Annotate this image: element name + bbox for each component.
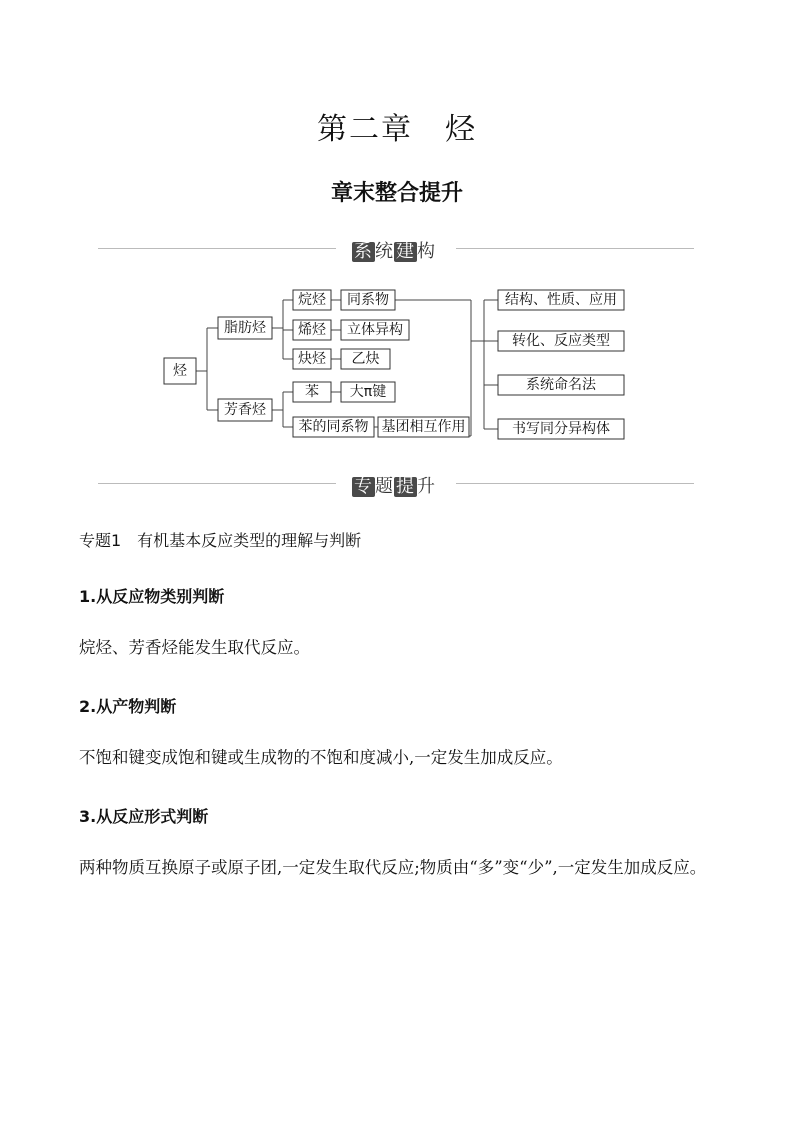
node-alkene bbox=[293, 320, 331, 340]
node-benzene-homolog bbox=[293, 417, 374, 437]
node-label: 苯 bbox=[305, 384, 319, 400]
node-label: 系统命名法 bbox=[526, 377, 596, 393]
node-label: 炔烃 bbox=[298, 351, 326, 367]
paragraph-reaction-form: 两种物质互换原子或原子团,一定发生取代反应;物质由“多”变“少”,一定发生加成反应。 bbox=[79, 858, 707, 877]
concept-map-svg bbox=[0, 0, 794, 460]
node-hydrocarbon bbox=[164, 358, 196, 384]
concept-map bbox=[0, 0, 794, 460]
node-label: 基团相互作用 bbox=[381, 419, 466, 435]
paragraph-reactant-category: 烷烃、芳香烃能发生取代反应。 bbox=[79, 638, 310, 657]
node-alkane bbox=[293, 290, 331, 310]
topic-improvement-banner bbox=[352, 472, 436, 498]
section-title: 章末整合提升 bbox=[330, 181, 463, 206]
node-label: 芳香烃 bbox=[224, 402, 266, 418]
node-homolog bbox=[341, 290, 395, 310]
banner-char: 升 bbox=[417, 476, 436, 497]
banner-char: 题 bbox=[375, 476, 394, 497]
node-aliphatic bbox=[218, 317, 272, 339]
subheading-reactant-category: 1.从反应物类别判断 bbox=[79, 587, 225, 606]
node-label: 同系物 bbox=[347, 292, 389, 308]
node-label: 结构、性质、应用 bbox=[505, 292, 617, 308]
banner-divider-right bbox=[456, 483, 694, 484]
node-label: 烯烃 bbox=[298, 322, 326, 338]
node-label: 烷烃 bbox=[298, 292, 326, 308]
banner-char: 专 bbox=[354, 476, 373, 497]
node-benzene bbox=[293, 382, 331, 402]
node-label: 立体异构 bbox=[347, 322, 403, 338]
node-alkyne bbox=[293, 349, 331, 369]
chapter-title: 第二章 烃 bbox=[317, 112, 477, 147]
banner-char: 建 bbox=[396, 241, 415, 262]
banner-char: 提 bbox=[396, 476, 415, 497]
node-acetylene bbox=[341, 349, 390, 369]
node-systematic-naming bbox=[498, 375, 624, 395]
banner-char: 构 bbox=[417, 241, 436, 262]
topic-heading: 专题1 有机基本反应类型的理解与判断 bbox=[79, 531, 362, 550]
node-big-pi-bond bbox=[341, 382, 395, 402]
node-label: 大π键 bbox=[349, 384, 387, 400]
node-label: 烃 bbox=[173, 363, 187, 379]
node-label: 转化、反应类型 bbox=[512, 333, 610, 349]
node-label: 苯的同系物 bbox=[298, 419, 369, 435]
node-label: 书写同分异构体 bbox=[512, 421, 610, 437]
paragraph-product: 不饱和键变成饱和键或生成物的不饱和度减小,一定发生加成反应。 bbox=[79, 748, 563, 767]
banner-divider-left bbox=[98, 483, 336, 484]
node-structure-properties bbox=[498, 290, 624, 310]
node-label: 乙炔 bbox=[351, 351, 380, 367]
banner-char: 统 bbox=[375, 241, 394, 262]
subheading-product: 2.从产物判断 bbox=[79, 697, 177, 716]
node-aromatic bbox=[218, 399, 272, 421]
node-write-isomers bbox=[498, 419, 624, 439]
subheading-reaction-form: 3.从反应形式判断 bbox=[79, 807, 209, 826]
banner-char: 系 bbox=[354, 241, 373, 262]
node-conversion-reaction-types bbox=[498, 331, 624, 351]
node-label: 脂肪烃 bbox=[224, 320, 266, 336]
node-group-interaction bbox=[378, 417, 469, 437]
node-stereoisomerism bbox=[341, 320, 409, 340]
